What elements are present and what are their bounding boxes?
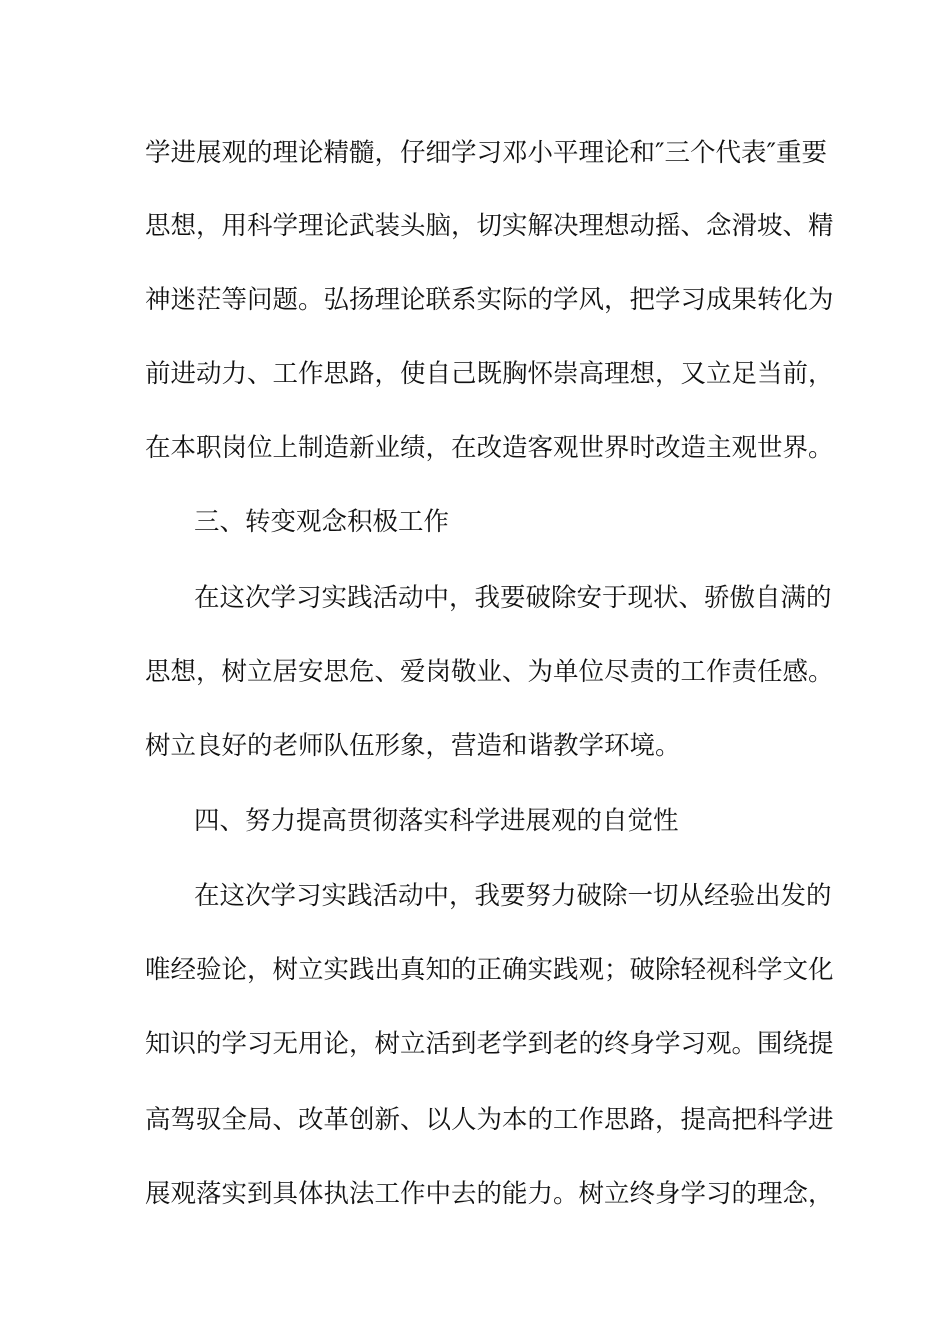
body-text-line: 树立良好的老师队伍形象，营造和谐教学环境。 xyxy=(145,731,681,761)
body-text-line: 前进动力、工作思路，使自己既胸怀崇高理想，又立足当前， xyxy=(145,359,834,389)
body-text-line: 唯经验论，树立实践出真知的正确实践观；破除轻视科学文化 xyxy=(145,955,834,985)
section-heading: 四、努力提高贯彻落实科学进展观的自觉性 xyxy=(194,806,679,836)
body-text-line: 知识的学习无用论，树立活到老学到老的终身学习观。围绕提 xyxy=(145,1029,834,1059)
body-text-line: 在这次学习实践活动中，我要破除安于现状、骄傲自满的 xyxy=(194,583,832,613)
body-text-line: 展观落实到具体执法工作中去的能力。树立终身学习的理念， xyxy=(145,1179,834,1209)
section-heading: 三、转变观念积极工作 xyxy=(194,507,450,537)
body-text-line: 在本职岗位上制造新业绩，在改造客观世界时改造主观世界。 xyxy=(145,433,834,463)
body-text-line: 学进展观的理论精髓，仔细学习邓小平理论和″三个代表″重要 xyxy=(145,138,828,168)
body-text-line: 在这次学习实践活动中，我要努力破除一切从经验出发的 xyxy=(194,881,832,911)
body-text-line: 思想，用科学理论武装头脑，切实解决理想动摇、念滑坡、精 xyxy=(145,211,834,241)
body-text-line: 思想，树立居安思危、爱岗敬业、为单位尽责的工作责任感。 xyxy=(145,657,834,687)
body-text-line: 神迷茫等问题。弘扬理论联系实际的学风，把学习成果转化为 xyxy=(145,285,834,315)
body-text-line: 高驾驭全局、改革创新、以人为本的工作思路，提高把科学进 xyxy=(145,1105,834,1135)
